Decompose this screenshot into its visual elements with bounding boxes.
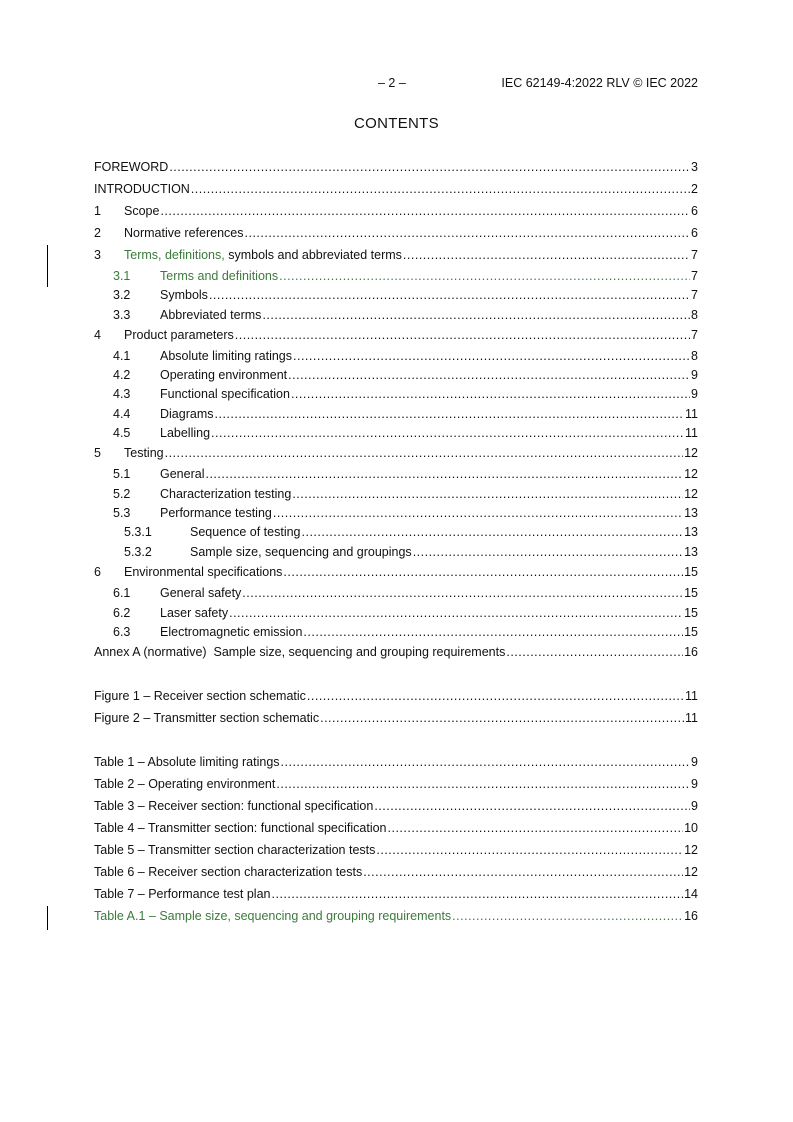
change-bar-terms <box>47 245 48 287</box>
dot-leader <box>376 842 683 858</box>
toc-entry-label: Environmental specifications <box>124 565 283 579</box>
toc-entry-number: 6.3 <box>113 625 131 639</box>
toc-entry-label: General <box>160 467 205 481</box>
toc-entry-number: 6.2 <box>113 606 131 620</box>
toc-entry-number: 5.3 <box>113 506 131 520</box>
toc-entry-label: Annex A (normative) Sample size, sequencing and grouping requirements <box>94 645 506 659</box>
dot-leader <box>245 225 691 241</box>
toc-entry-label: Laser safety <box>160 606 229 620</box>
toc-entry-label: Product parameters <box>124 328 234 342</box>
toc-entry-page: 9 <box>691 387 698 401</box>
toc-entry-label: Sample size, sequencing and groupings <box>190 545 412 559</box>
dot-leader <box>160 203 690 219</box>
dot-leader <box>293 348 690 364</box>
toc-entry-page: 2 <box>691 182 698 196</box>
toc-entry-performance-testing[interactable] <box>94 505 698 521</box>
table-entry-6[interactable] <box>94 864 698 880</box>
toc-entry-page: 6 <box>691 226 698 240</box>
toc-entry-page: 11 <box>685 426 698 440</box>
dot-leader <box>307 688 684 704</box>
toc-entry-laser-safety[interactable] <box>94 605 698 621</box>
toc-entry-number: 6 <box>94 565 101 579</box>
dot-leader <box>403 247 690 263</box>
toc-entry-number: 6.1 <box>113 586 131 600</box>
toc-entry-number: 1 <box>94 204 101 218</box>
toc-entry-label: Normative references <box>124 226 244 240</box>
toc-entry-number: 3.3 <box>113 308 131 322</box>
changed-text: Terms, definitions, <box>124 248 225 262</box>
dot-leader <box>413 544 683 560</box>
dot-leader <box>320 710 684 726</box>
dot-leader <box>229 605 683 621</box>
table-entry-a1[interactable] <box>94 908 698 924</box>
toc-entry-label: Testing <box>124 446 164 460</box>
table-entry-2[interactable] <box>94 776 698 792</box>
page-title: CONTENTS <box>354 115 439 132</box>
figure-entry-2[interactable] <box>94 710 698 726</box>
dot-leader <box>292 486 683 502</box>
dot-leader <box>242 585 683 601</box>
toc-entry-operating-environment[interactable] <box>94 367 698 383</box>
table-entry-label: Table A.1 – Sample size, sequencing and grouping requirements <box>94 909 452 923</box>
toc-entry-normative-references[interactable] <box>94 225 698 241</box>
toc-entry-number: 5.2 <box>113 487 131 501</box>
dot-leader <box>211 425 684 441</box>
toc-entry-terms-definitions[interactable] <box>94 247 698 263</box>
toc-entry-page: 13 <box>684 506 698 520</box>
table-entry-5[interactable] <box>94 842 698 858</box>
toc-entry-page: 8 <box>691 308 698 322</box>
toc-entry-number: 4.3 <box>113 387 131 401</box>
toc-entry-label: Scope <box>124 204 160 218</box>
toc-entry-page: 12 <box>684 467 698 481</box>
toc-entry-label: Functional specification <box>160 387 290 401</box>
table-entry-page: 16 <box>684 909 698 923</box>
document-reference: IEC 62149-4:2022 RLV © IEC 2022 <box>501 76 698 90</box>
figure-entry-label: Figure 2 – Transmitter section schematic <box>94 711 320 725</box>
dot-leader <box>169 159 690 175</box>
toc-entry-scope[interactable] <box>94 203 698 219</box>
toc-entry-sequence-of-testing[interactable] <box>94 524 698 540</box>
toc-entry-number: 5 <box>94 446 101 460</box>
toc-entry-electromagnetic-emission[interactable] <box>94 624 698 640</box>
toc-entry-label: Terms and definitions <box>160 269 279 283</box>
toc-entry-general[interactable] <box>94 466 698 482</box>
toc-entry-page: 9 <box>691 368 698 382</box>
toc-entry-absolute-limiting-ratings[interactable] <box>94 348 698 364</box>
toc-entry-testing[interactable] <box>94 445 698 461</box>
dot-leader <box>506 644 683 660</box>
table-entry-1[interactable] <box>94 754 698 770</box>
table-entry-label: Table 4 – Transmitter section: functional specification <box>94 821 387 835</box>
toc-entry-label: Symbols <box>160 288 208 302</box>
toc-entry-page: 8 <box>691 349 698 363</box>
toc-entry-page: 7 <box>691 248 698 262</box>
toc-entry-number: 3.2 <box>113 288 131 302</box>
toc-entry-diagrams[interactable] <box>94 406 698 422</box>
toc-entry-label: INTRODUCTION <box>94 182 190 196</box>
toc-entry-label: Operating environment <box>160 368 288 382</box>
dot-leader <box>272 886 684 902</box>
dot-leader <box>205 466 683 482</box>
toc-entry-page: 7 <box>691 288 698 302</box>
dot-leader <box>302 524 684 540</box>
toc-entry-page: 7 <box>691 269 698 283</box>
toc-entry-page: 15 <box>684 565 698 579</box>
dot-leader <box>235 327 690 343</box>
dot-leader <box>279 268 690 284</box>
toc-entry-page: 15 <box>684 586 698 600</box>
table-entry-page: 12 <box>684 843 698 857</box>
dot-leader <box>303 624 683 640</box>
toc-entry-number: 4.1 <box>113 349 131 363</box>
toc-entry-number: 4.4 <box>113 407 131 421</box>
dot-leader <box>191 181 690 197</box>
toc-entry-page: 15 <box>684 606 698 620</box>
toc-entry-symbols[interactable] <box>94 287 698 303</box>
toc-entry-functional-specification[interactable] <box>94 386 698 402</box>
toc-entry-number: 4.2 <box>113 368 131 382</box>
figure-entry-page: 11 <box>685 689 698 703</box>
figure-entry-1[interactable] <box>94 688 698 704</box>
table-entry-3[interactable] <box>94 798 698 814</box>
change-bar-table-a1 <box>47 906 48 930</box>
toc-entry-label: General safety <box>160 586 242 600</box>
toc-entry-page: 13 <box>684 545 698 559</box>
table-entry-label: Table 7 – Performance test plan <box>94 887 271 901</box>
dot-leader <box>209 287 690 303</box>
toc-entry-annex-a[interactable] <box>94 644 698 660</box>
toc-entry-label: Absolute limiting ratings <box>160 349 293 363</box>
toc-entry-label: Characterization testing <box>160 487 292 501</box>
toc-entry-label <box>124 247 402 263</box>
table-entry-page: 9 <box>691 755 698 769</box>
figure-entry-label: Figure 1 – Receiver section schematic <box>94 689 306 703</box>
table-entry-label: Table 1 – Absolute limiting ratings <box>94 755 280 769</box>
table-entry-4[interactable] <box>94 820 698 836</box>
toc-entry-page: 11 <box>685 407 698 421</box>
toc-entry-sample-size[interactable] <box>94 544 698 560</box>
page-number: – 2 – <box>378 76 406 90</box>
dot-leader <box>288 367 690 383</box>
unchanged-text: symbols and abbreviated terms <box>228 248 402 262</box>
dot-leader <box>215 406 685 422</box>
dot-leader <box>283 564 683 580</box>
toc-entry-foreword[interactable] <box>94 159 698 175</box>
toc-entry-number: 4.5 <box>113 426 131 440</box>
toc-entry-page: 12 <box>684 446 698 460</box>
dot-leader <box>262 307 690 323</box>
toc-entry-label: Electromagnetic emission <box>160 625 303 639</box>
dot-leader <box>165 445 683 461</box>
toc-entry-label: Performance testing <box>160 506 272 520</box>
toc-entry-introduction[interactable] <box>94 181 698 197</box>
table-entry-label: Table 6 – Receiver section characterization tests <box>94 865 363 879</box>
toc-entry-page: 7 <box>691 328 698 342</box>
toc-entry-page: 3 <box>691 160 698 174</box>
toc-entry-number: 2 <box>94 226 101 240</box>
toc-entry-label: Labelling <box>160 426 211 440</box>
toc-entry-characterization-testing[interactable] <box>94 486 698 502</box>
toc-entry-label: Abbreviated terms <box>160 308 262 322</box>
toc-entry-number: 4 <box>94 328 101 342</box>
dot-leader <box>291 386 690 402</box>
table-entry-label: Table 3 – Receiver section: functional specification <box>94 799 374 813</box>
toc-entry-label: Diagrams <box>160 407 214 421</box>
table-entry-7[interactable] <box>94 886 698 902</box>
table-entry-label: Table 2 – Operating environment <box>94 777 276 791</box>
toc-entry-number: 3.1 <box>113 269 131 283</box>
table-entry-page: 12 <box>684 865 698 879</box>
toc-entry-abbreviated-terms[interactable] <box>94 307 698 323</box>
toc-entry-number: 5.3.1 <box>124 525 152 539</box>
toc-entry-page: 13 <box>684 525 698 539</box>
toc-entry-number: 5.3.2 <box>124 545 152 559</box>
page-header <box>0 76 793 92</box>
toc-entry-page: 16 <box>684 645 698 659</box>
toc-entry-label: Sequence of testing <box>190 525 301 539</box>
dot-leader <box>273 505 683 521</box>
toc-entry-number: 3 <box>94 248 101 262</box>
table-entry-page: 9 <box>691 777 698 791</box>
dot-leader <box>452 908 683 924</box>
toc-entry-terms-and-definitions[interactable] <box>94 268 698 284</box>
toc-entry-labelling[interactable] <box>94 425 698 441</box>
dot-leader <box>388 820 684 836</box>
toc-entry-general-safety[interactable] <box>94 585 698 601</box>
table-entry-page: 10 <box>684 821 698 835</box>
toc-entry-product-parameters[interactable] <box>94 327 698 343</box>
toc-entry-label: FOREWORD <box>94 160 169 174</box>
figure-entry-page: 11 <box>685 711 698 725</box>
toc-entry-page: 12 <box>684 487 698 501</box>
dot-leader <box>276 776 690 792</box>
toc-entry-page: 6 <box>691 204 698 218</box>
table-entry-page: 9 <box>691 799 698 813</box>
table-entry-label: Table 5 – Transmitter section characterization tests <box>94 843 376 857</box>
dot-leader <box>374 798 690 814</box>
toc-entry-number: 5.1 <box>113 467 131 481</box>
toc-entry-environmental-specifications[interactable] <box>94 564 698 580</box>
dot-leader <box>281 754 691 770</box>
dot-leader <box>363 864 683 880</box>
table-entry-page: 14 <box>684 887 698 901</box>
toc-entry-page: 15 <box>684 625 698 639</box>
